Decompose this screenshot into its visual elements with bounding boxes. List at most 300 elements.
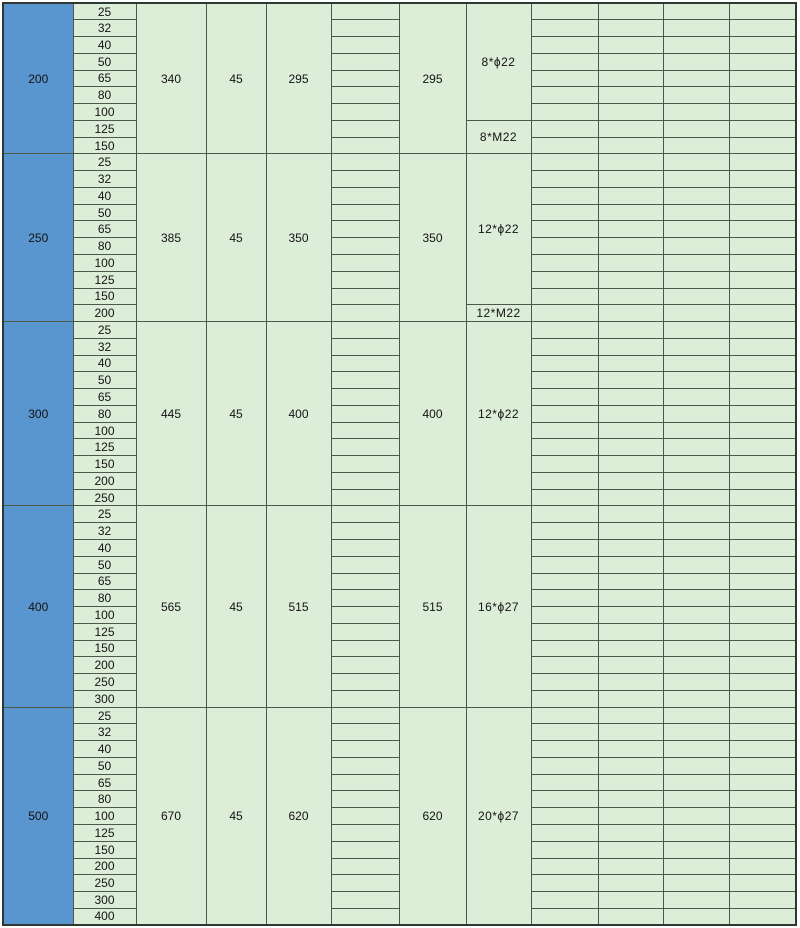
empty-cell [598,640,663,657]
spacer-cell [331,858,399,875]
empty-cell [663,104,729,121]
empty-cell [598,372,663,389]
size-cell: 125 [73,120,136,137]
empty-cell [663,640,729,657]
empty-cell [531,690,598,707]
empty-cell [663,238,729,255]
empty-cell [729,640,796,657]
empty-cell [598,590,663,607]
size-cell: 125 [73,623,136,640]
bolt-spec-cell: 12*ϕ22 [466,154,531,305]
spacer-cell [331,892,399,909]
empty-cell [729,456,796,473]
table-row [3,707,796,724]
empty-cell [729,908,796,925]
empty-cell [531,439,598,456]
empty-cell [531,221,598,238]
empty-cell [531,808,598,825]
spacer-cell [331,623,399,640]
empty-cell [598,20,663,37]
empty-cell [598,53,663,70]
spacer-cell [331,187,399,204]
empty-cell [729,724,796,741]
empty-cell [729,607,796,624]
size-cell: 25 [73,322,136,339]
spacer-cell [331,690,399,707]
spacer-cell [331,355,399,372]
empty-cell [531,556,598,573]
spacer-cell [331,204,399,221]
empty-cell [729,305,796,322]
empty-cell [663,875,729,892]
empty-cell [663,3,729,20]
dim-b-cell: 45 [206,154,266,322]
table-row [3,322,796,339]
spacer-cell [331,472,399,489]
empty-cell [663,657,729,674]
spacer-cell [331,791,399,808]
empty-cell [663,137,729,154]
empty-cell [531,774,598,791]
empty-cell [598,808,663,825]
bolt-spec-cell: 16*ϕ27 [466,506,531,707]
size-cell: 32 [73,338,136,355]
empty-cell [729,187,796,204]
spacer-cell [331,908,399,925]
empty-cell [729,472,796,489]
empty-cell [598,187,663,204]
size-cell: 50 [73,556,136,573]
size-cell: 80 [73,87,136,104]
empty-cell [531,204,598,221]
empty-cell [531,456,598,473]
empty-cell [598,623,663,640]
dim-b-cell: 45 [206,322,266,506]
empty-cell [663,774,729,791]
empty-cell [663,908,729,925]
size-cell: 300 [73,892,136,909]
empty-cell [663,271,729,288]
dim-d-cell: 350 [399,154,466,322]
spacer-cell [331,523,399,540]
empty-cell [598,825,663,842]
empty-cell [598,489,663,506]
size-cell: 250 [73,674,136,691]
empty-cell [663,288,729,305]
empty-cell [729,238,796,255]
empty-cell [598,791,663,808]
empty-cell [598,540,663,557]
empty-cell [663,120,729,137]
empty-cell [531,674,598,691]
empty-cell [729,841,796,858]
empty-cell [663,322,729,339]
size-cell: 40 [73,355,136,372]
spec-table-body [3,3,796,925]
empty-cell [729,171,796,188]
size-cell: 150 [73,288,136,305]
spacer-cell [331,104,399,121]
dim-b-cell: 45 [206,707,266,925]
empty-cell [598,338,663,355]
empty-cell [598,70,663,87]
size-cell: 65 [73,389,136,406]
empty-cell [531,254,598,271]
empty-cell [598,523,663,540]
empty-cell [729,372,796,389]
empty-cell [729,221,796,238]
empty-cell [729,439,796,456]
empty-cell [729,288,796,305]
size-cell: 100 [73,422,136,439]
spacer-cell [331,674,399,691]
empty-cell [729,489,796,506]
empty-cell [531,489,598,506]
empty-cell [663,808,729,825]
empty-cell [663,540,729,557]
dim-a-cell: 340 [136,3,206,154]
empty-cell [729,87,796,104]
empty-cell [729,405,796,422]
dim-d-cell: 620 [399,707,466,925]
empty-cell [598,87,663,104]
empty-cell [531,120,598,137]
spacer-cell [331,288,399,305]
empty-cell [598,892,663,909]
empty-cell [598,355,663,372]
empty-cell [729,690,796,707]
empty-cell [729,556,796,573]
empty-cell [531,506,598,523]
empty-cell [663,791,729,808]
empty-cell [598,37,663,54]
empty-cell [598,724,663,741]
empty-cell [598,774,663,791]
dim-d-cell: 400 [399,322,466,506]
empty-cell [531,422,598,439]
dim-c-cell: 400 [266,322,331,506]
empty-cell [531,238,598,255]
spacer-cell [331,456,399,473]
size-cell: 125 [73,271,136,288]
empty-cell [729,858,796,875]
spacer-cell [331,489,399,506]
empty-cell [663,372,729,389]
empty-cell [531,405,598,422]
empty-cell [598,556,663,573]
size-cell: 40 [73,187,136,204]
bolt-spec-cell: 20*ϕ27 [466,707,531,925]
empty-cell [598,573,663,590]
empty-cell [663,70,729,87]
empty-cell [663,53,729,70]
bolt-spec-cell: 8*M22 [466,120,531,154]
empty-cell [531,523,598,540]
spacer-cell [331,137,399,154]
table-row [3,3,796,20]
dim-a-cell: 445 [136,322,206,506]
empty-cell [598,506,663,523]
spacer-cell [331,607,399,624]
empty-cell [663,171,729,188]
spacer-cell [331,422,399,439]
empty-cell [729,254,796,271]
empty-cell [598,472,663,489]
empty-cell [663,405,729,422]
spacer-cell [331,338,399,355]
size-cell: 25 [73,3,136,20]
empty-cell [531,355,598,372]
dim-a-cell: 385 [136,154,206,322]
empty-cell [663,20,729,37]
size-cell: 65 [73,774,136,791]
spacer-cell [331,657,399,674]
spacer-cell [331,271,399,288]
empty-cell [531,104,598,121]
empty-cell [729,573,796,590]
dn-cell: 200 [3,3,73,154]
size-cell: 80 [73,405,136,422]
empty-cell [531,875,598,892]
size-cell: 65 [73,70,136,87]
size-cell: 250 [73,875,136,892]
empty-cell [663,37,729,54]
bolt-spec-cell: 8*ϕ22 [466,3,531,120]
spacer-cell [331,154,399,171]
empty-cell [598,422,663,439]
dn-cell: 400 [3,506,73,707]
empty-cell [598,137,663,154]
empty-cell [729,37,796,54]
empty-cell [729,540,796,557]
dim-c-cell: 515 [266,506,331,707]
empty-cell [729,271,796,288]
spacer-cell [331,875,399,892]
empty-cell [663,305,729,322]
dim-a-cell: 565 [136,506,206,707]
size-cell: 25 [73,707,136,724]
dim-b-cell: 45 [206,3,266,154]
size-cell: 250 [73,489,136,506]
empty-cell [729,104,796,121]
size-cell: 32 [73,20,136,37]
size-cell: 40 [73,741,136,758]
size-cell: 50 [73,372,136,389]
empty-cell [531,389,598,406]
empty-cell [663,187,729,204]
empty-cell [531,825,598,842]
empty-cell [531,288,598,305]
empty-cell [598,221,663,238]
spacer-cell [331,573,399,590]
dn-cell: 250 [3,154,73,322]
spacer-cell [331,20,399,37]
empty-cell [729,137,796,154]
dim-a-cell: 670 [136,707,206,925]
empty-cell [598,305,663,322]
empty-cell [729,355,796,372]
size-cell: 200 [73,858,136,875]
dim-d-cell: 515 [399,506,466,707]
empty-cell [598,607,663,624]
empty-cell [531,908,598,925]
empty-cell [531,372,598,389]
spacer-cell [331,372,399,389]
empty-cell [729,757,796,774]
empty-cell [729,154,796,171]
spacer-cell [331,741,399,758]
empty-cell [531,53,598,70]
size-cell: 400 [73,908,136,925]
empty-cell [531,590,598,607]
empty-cell [598,690,663,707]
bolt-spec-cell: 12*M22 [466,305,531,322]
spacer-cell [331,389,399,406]
empty-cell [598,154,663,171]
empty-cell [663,87,729,104]
empty-cell [598,120,663,137]
size-cell: 80 [73,238,136,255]
empty-cell [729,338,796,355]
empty-cell [663,154,729,171]
dn-cell: 300 [3,322,73,506]
empty-cell [531,322,598,339]
empty-cell [663,892,729,909]
size-cell: 100 [73,808,136,825]
empty-cell [531,137,598,154]
size-cell: 200 [73,305,136,322]
spacer-cell [331,540,399,557]
size-cell: 200 [73,472,136,489]
empty-cell [598,171,663,188]
empty-cell [663,556,729,573]
empty-cell [663,489,729,506]
empty-cell [729,422,796,439]
empty-cell [531,540,598,557]
empty-cell [729,741,796,758]
empty-cell [729,204,796,221]
empty-cell [531,892,598,909]
size-cell: 100 [73,254,136,271]
spacer-cell [331,506,399,523]
empty-cell [531,472,598,489]
empty-cell [729,808,796,825]
empty-cell [663,422,729,439]
spacer-cell [331,841,399,858]
empty-cell [729,120,796,137]
empty-cell [663,221,729,238]
spacer-cell [331,221,399,238]
empty-cell [598,674,663,691]
empty-cell [729,322,796,339]
empty-cell [729,707,796,724]
size-cell: 40 [73,37,136,54]
spacer-cell [331,774,399,791]
empty-cell [598,238,663,255]
spec-sheet [2,2,797,926]
empty-cell [598,389,663,406]
empty-cell [663,623,729,640]
empty-cell [531,3,598,20]
empty-cell [531,87,598,104]
empty-cell [663,825,729,842]
empty-cell [663,523,729,540]
size-cell: 25 [73,506,136,523]
empty-cell [598,707,663,724]
empty-cell [598,741,663,758]
size-cell: 32 [73,523,136,540]
empty-cell [598,841,663,858]
spacer-cell [331,825,399,842]
empty-cell [663,439,729,456]
empty-cell [729,674,796,691]
empty-cell [598,757,663,774]
spacer-cell [331,87,399,104]
spec-table [2,2,797,926]
empty-cell [531,841,598,858]
empty-cell [729,53,796,70]
empty-cell [729,389,796,406]
empty-cell [531,573,598,590]
empty-cell [663,506,729,523]
size-cell: 125 [73,825,136,842]
empty-cell [598,875,663,892]
dn-cell: 500 [3,707,73,925]
empty-cell [531,271,598,288]
empty-cell [598,288,663,305]
empty-cell [729,3,796,20]
empty-cell [531,37,598,54]
spacer-cell [331,53,399,70]
empty-cell [598,858,663,875]
spacer-cell [331,640,399,657]
empty-cell [729,70,796,87]
empty-cell [663,724,729,741]
spacer-cell [331,305,399,322]
empty-cell [663,858,729,875]
size-cell: 65 [73,573,136,590]
dim-c-cell: 350 [266,154,331,322]
empty-cell [663,690,729,707]
empty-cell [531,791,598,808]
size-cell: 50 [73,204,136,221]
size-cell: 100 [73,607,136,624]
spacer-cell [331,238,399,255]
empty-cell [663,204,729,221]
spacer-cell [331,70,399,87]
size-cell: 300 [73,690,136,707]
empty-cell [531,707,598,724]
empty-cell [531,607,598,624]
empty-cell [531,657,598,674]
empty-cell [531,623,598,640]
empty-cell [531,640,598,657]
size-cell: 32 [73,724,136,741]
spacer-cell [331,120,399,137]
empty-cell [663,355,729,372]
size-cell: 40 [73,540,136,557]
empty-cell [598,908,663,925]
size-cell: 80 [73,590,136,607]
spacer-cell [331,3,399,20]
size-cell: 32 [73,171,136,188]
empty-cell [531,338,598,355]
empty-cell [531,70,598,87]
dim-c-cell: 295 [266,3,331,154]
empty-cell [531,171,598,188]
empty-cell [663,590,729,607]
empty-cell [729,875,796,892]
